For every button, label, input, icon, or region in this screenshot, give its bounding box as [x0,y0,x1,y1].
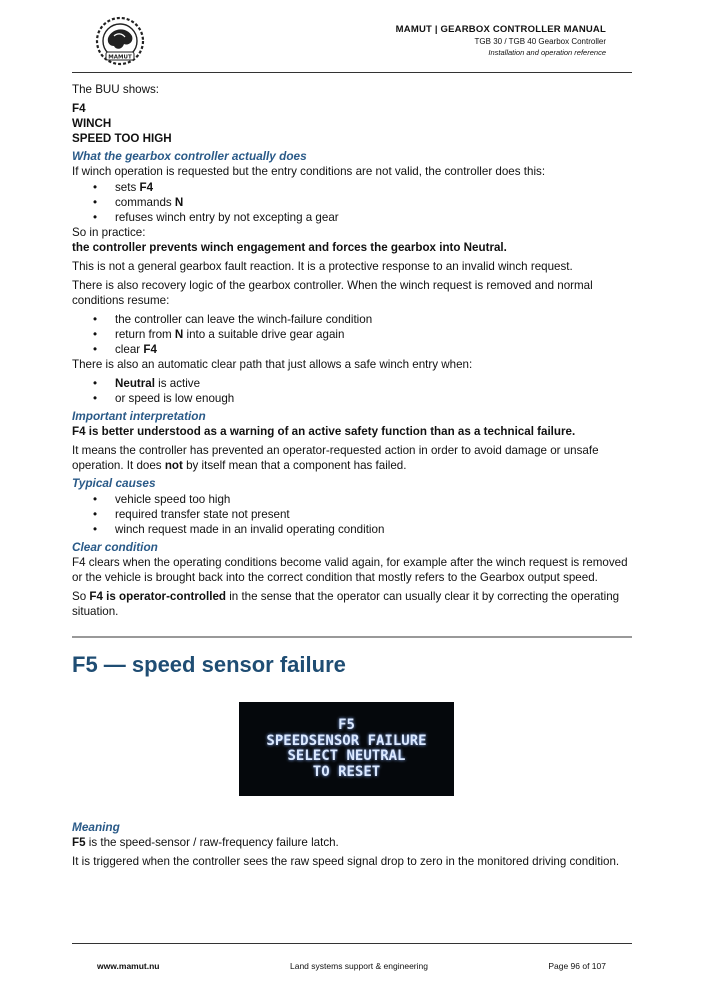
section-title: F5 — speed sensor failure [72,652,346,677]
footer-tagline: Land systems support & engineering [290,961,428,971]
operator-controlled-text: So F4 is operator-controlled in the sense that the operator can usually clear it by correcting the operating situation. [72,590,620,618]
list-item: • refuses winch entry by not excepting a gear [115,210,632,225]
header-divider [72,72,632,73]
display-line: F5 [338,717,355,733]
page-number: Page 96 of 107 [548,961,606,971]
trigger-text: It is triggered when the controller sees the raw speed signal drop to zero in the monitored driving condition. [72,855,620,868]
company-logo [94,16,146,66]
list-item: • the controller can leave the winch-failure condition [115,312,632,327]
list-item: • return from N into a suitable drive gear again [115,327,632,342]
document-title: MAMUT | GEARBOX CONTROLLER MANUAL [395,24,606,35]
recovery-list [72,312,632,357]
list-item: • required transfer state not present [115,507,632,522]
what-heading: What the gearbox controller actually does [72,149,307,163]
clear-text: F4 clears when the operating conditions become valid again, for example after the winch request is removed or the vehicle is brought back into the correct condition that mostly refers to the Gearbox output speed. [72,556,628,584]
meaning-heading: Meaning [72,820,120,834]
interpretation-text: It means the controller has prevented an operator-requested action in order to avoid damage or unsafe operation. It does not by itself mean that a component has failed. [72,444,599,472]
display-line: SPEEDSENSOR FAILURE [266,732,427,749]
page-content [72,82,632,869]
buu-line-message: SPEED TOO HIGH [72,132,172,145]
auto-clear-intro: There is also an automatic clear path that just allows a safe winch entry when: [72,358,473,371]
buu-intro: The BUU shows: [72,83,159,96]
clear-heading: Clear condition [72,540,158,554]
display-line: SELECT NEUTRAL [287,748,406,764]
header-text [396,24,606,57]
display-line: TO RESET [312,763,381,780]
not-fault-text: This is not a general gearbox fault reaction. It is a protective response to an invalid winch request. [72,260,573,273]
practice-intro: So in practice: [72,226,146,239]
meaning-text: F5 is the speed-sensor / raw-frequency failure latch. [72,836,339,849]
list-item: • or speed is low enough [115,391,632,406]
footer-divider [72,943,632,944]
causes-list [72,492,632,537]
section-divider [72,636,632,638]
interpretation-heading: Important interpretation [72,409,206,423]
list-item: • Neutral is active [115,376,632,391]
list-item: • vehicle speed too high [115,492,632,507]
list-item: • commands N [115,195,632,210]
svg-text:MAMUT: MAMUT [108,54,132,61]
practice-summary: the controller prevents winch engagement and forces the gearbox into Neutral. [72,241,507,254]
buu-line-code: F4 [72,102,86,115]
footer-website: www.mamut.nu [97,961,160,971]
list-item: • winch request made in an invalid operating condition [115,522,632,537]
list-item: • clear F4 [115,342,632,357]
causes-heading: Typical causes [72,476,156,490]
buu-line-function: WINCH [72,117,112,130]
list-item: • sets F4 [115,180,632,195]
interpretation-summary: F4 is better understood as a warning of an active safety function than as a technical failure. [72,425,576,438]
recovery-intro: There is also recovery logic of the gearbox controller. When the winch request is removed and normal conditions resume: [72,279,593,307]
document-subtitle: TGB 30 / TGB 40 Gearbox Controller [474,37,606,46]
auto-clear-list [72,376,632,406]
display-photo [239,702,454,796]
action-list [72,180,632,225]
document-reference: Installation and operation reference [488,48,606,57]
what-intro: If winch operation is requested but the entry conditions are not valid, the controller does this: [72,165,546,178]
